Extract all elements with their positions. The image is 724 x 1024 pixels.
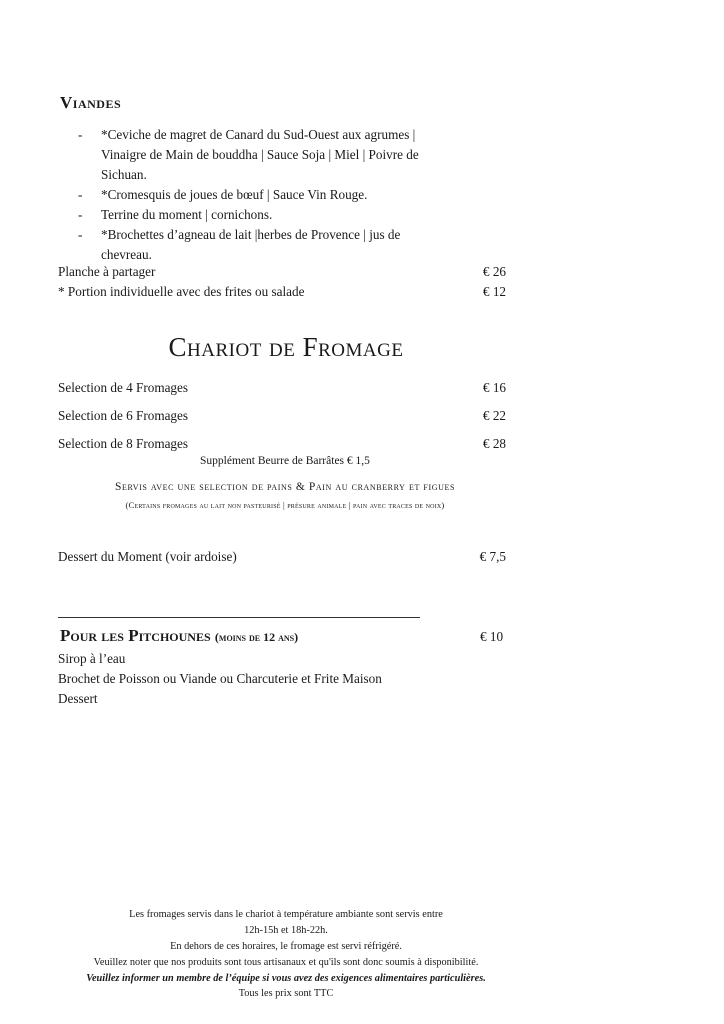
item-line: Terrine du moment | cornichons. xyxy=(101,207,273,222)
price-row-fromage-4 xyxy=(58,380,506,396)
footer-ttc: Tous les prix sont TTC xyxy=(238,988,334,999)
price-label: Selection de 8 Fromages xyxy=(58,436,189,451)
price-row-dessert xyxy=(58,549,506,565)
item-line: *Ceviche de magret de Canard du Sud-Ouest aux agrumes | xyxy=(101,127,416,142)
pitchounes-title: Pour les Pitchounes xyxy=(60,626,211,645)
price-label: Selection de 4 Fromages xyxy=(58,380,189,395)
list-item xyxy=(58,205,478,225)
list-dash: - xyxy=(78,207,83,222)
pitchounes-price: € 10 xyxy=(480,629,504,644)
price-label: Dessert du Moment (voir ardoise) xyxy=(58,549,237,564)
footer-line: 12h-15h et 18h-22h. xyxy=(244,925,328,936)
footer-line: En dehors de ces horaires, le fromage est servi réfrigéré. xyxy=(170,941,402,952)
footer-allergy-notice: Veuillez informer un membre de l’équipe si vous avez des exigences alimentaires particulières. xyxy=(86,973,486,984)
item-line: chevreau. xyxy=(101,247,152,262)
viandes-list xyxy=(58,125,478,265)
list-item xyxy=(58,125,478,185)
footer-line: Veuillez noter que nos produits sont tous artisanaux et qu'ils sont donc soumis à disponibilité. xyxy=(93,957,479,968)
price-row-fromage-8 xyxy=(58,436,506,452)
section-title-pitchounes xyxy=(60,626,298,646)
section-title-viandes: Viandes xyxy=(60,93,122,112)
price-row-fromage-6 xyxy=(58,408,506,424)
price-label: Planche à partager xyxy=(58,264,156,279)
list-dash: - xyxy=(78,227,83,242)
price-label: Selection de 6 Fromages xyxy=(58,408,189,423)
section-title-chariot: Chariot de Fromage xyxy=(168,332,404,362)
kids-menu-item: Dessert xyxy=(58,691,98,706)
price-value: € 12 xyxy=(482,284,506,299)
served-with-text: Servis avec une selection de pains & Pain au cranberry et figues xyxy=(114,481,456,493)
price-label: * Portion individuelle avec des frites ou salade xyxy=(58,284,305,299)
list-item xyxy=(58,225,478,265)
list-dash: - xyxy=(78,187,83,202)
list-item xyxy=(58,185,478,205)
section-divider xyxy=(58,617,420,618)
supplement-note: Supplément Beurre de Barrâtes € 1,5 xyxy=(200,455,370,467)
item-line: Sichuan. xyxy=(101,167,147,182)
price-value: € 7,5 xyxy=(479,549,506,564)
footer-line: Les fromages servis dans le chariot à température ambiante sont servis entre xyxy=(129,909,443,920)
kids-menu-item: Brochet de Poisson ou Viande ou Charcuterie et Frite Maison xyxy=(58,671,382,686)
kids-menu-item: Sirop à l’eau xyxy=(58,651,126,666)
price-row-portion xyxy=(58,284,506,300)
item-line: Vinaigre de Main de bouddha | Sauce Soja | Miel | Poivre de xyxy=(101,147,419,162)
pitchounes-age: (moins de 12 ans) xyxy=(214,630,299,644)
item-line: *Cromesquis de joues de bœuf | Sauce Vin Rouge. xyxy=(101,187,368,202)
price-value: € 22 xyxy=(482,408,506,423)
list-dash: - xyxy=(78,127,83,142)
item-line: *Brochettes d’agneau de lait |herbes de Provence | jus de xyxy=(101,227,401,242)
price-value: € 16 xyxy=(482,380,506,395)
price-value: € 28 xyxy=(482,436,506,451)
price-row-planche xyxy=(58,264,506,280)
cheese-allergen-note: (Certains fromages au lait non pasteurisé | présure animale | pain avec traces de noix) xyxy=(125,500,445,510)
price-value: € 26 xyxy=(482,264,506,279)
